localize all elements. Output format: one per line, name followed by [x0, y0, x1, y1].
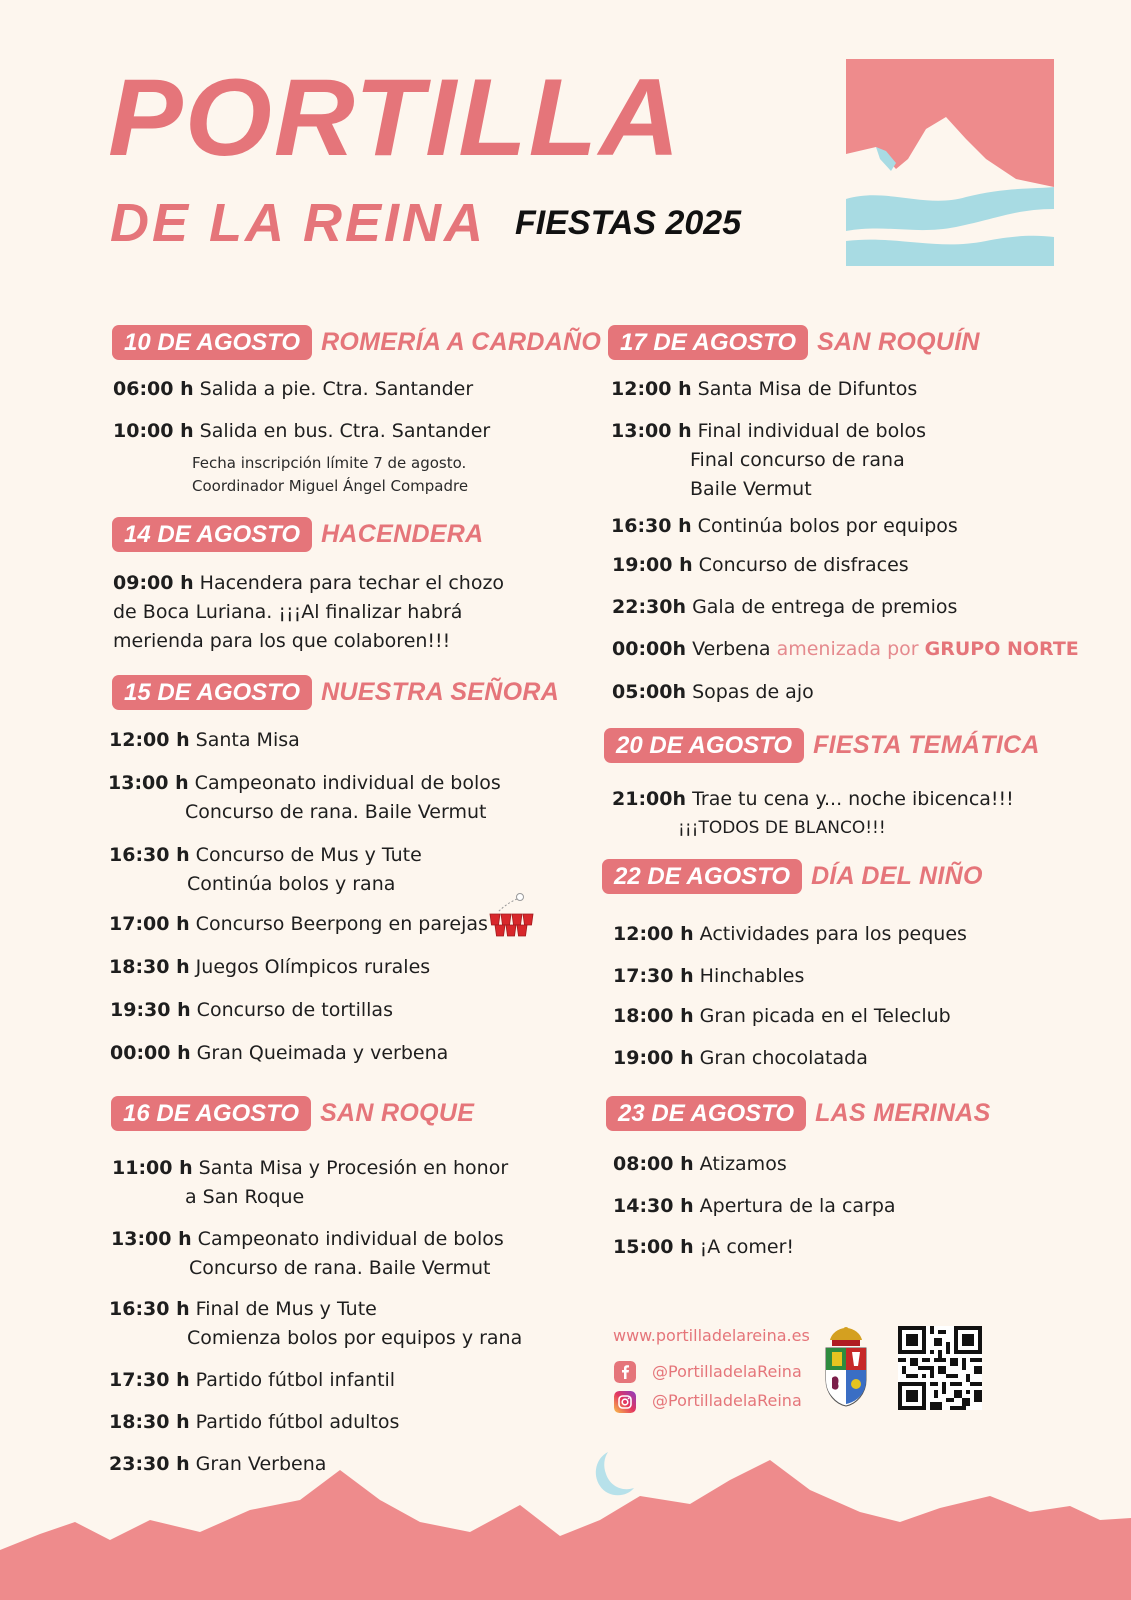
event-desc: Concurso de disfraces: [698, 554, 909, 576]
qr-code[interactable]: [898, 1326, 982, 1410]
event-desc: Campeonato individual de bolos: [194, 772, 501, 794]
event-desc: Gala de entrega de premios: [692, 596, 958, 618]
facebook-handle[interactable]: @PortilladelaReina: [652, 1362, 802, 1381]
event-desc-line: ¡¡¡TODOS DE BLANCO!!!: [678, 818, 886, 838]
event-row: [109, 953, 430, 982]
event-time: 16:30 h: [109, 844, 190, 866]
event-time: 16:30 h: [611, 515, 692, 537]
event-time: 12:00 h: [109, 729, 190, 751]
event-time: 18:30 h: [109, 1411, 190, 1433]
event-desc: Continúa bolos por equipos: [697, 515, 958, 537]
event-row: [612, 551, 909, 580]
event-time: 09:00 h: [113, 572, 194, 594]
event-row: [611, 417, 926, 504]
event-row: [113, 569, 504, 656]
event-row: [108, 769, 501, 827]
event-desc: Concurso de tortillas: [196, 999, 393, 1021]
event-desc: Gran Verbena: [195, 1453, 327, 1475]
event-time: 19:30 h: [110, 999, 191, 1021]
event-time: 13:00 h: [108, 772, 189, 794]
date-badge: 10 DE AGOSTO: [112, 325, 312, 360]
event-time: 14:30 h: [613, 1195, 694, 1217]
event-desc-line: Concurso de rana. Baile Vermut: [185, 801, 487, 823]
event-row: [113, 417, 490, 446]
event-time: 19:00 h: [613, 1047, 694, 1069]
date-badge: 22 DE AGOSTO: [602, 859, 802, 894]
event-time: 11:00 h: [112, 1157, 193, 1179]
section-title: NUESTRA SEÑORA: [321, 677, 560, 706]
section-23-agosto: [606, 1095, 991, 1131]
event-desc: Concurso de Mus y Tute: [195, 844, 422, 866]
event-time: 00:00h: [612, 638, 687, 660]
event-time: 17:30 h: [109, 1369, 190, 1391]
section-20-agosto: [604, 727, 1040, 763]
section-title: SAN ROQUE: [320, 1098, 475, 1127]
event-desc: Gran picada en el Teleclub: [699, 1005, 951, 1027]
date-badge: 15 DE AGOSTO: [112, 675, 312, 710]
event-row: [109, 1295, 522, 1353]
section-17-agosto: [608, 324, 980, 360]
section-22-agosto: [602, 858, 983, 894]
date-badge: 14 DE AGOSTO: [112, 517, 312, 552]
event-time: 10:00 h: [113, 420, 194, 442]
event-row: [613, 1192, 896, 1221]
mountains-illustration: [0, 1460, 1131, 1600]
event-desc-line: Comienza bolos por equipos y rana: [187, 1327, 523, 1349]
event-desc: ¡A comer!: [699, 1236, 795, 1258]
event-time: 19:00 h: [612, 554, 693, 576]
event-desc: Partido fútbol adultos: [195, 1411, 400, 1433]
event-desc: Santa Misa: [195, 729, 300, 751]
town-title: PORTILLA: [108, 56, 682, 179]
event-time: 21:00h: [612, 788, 687, 810]
event-desc-line: Final concurso de rana: [690, 449, 905, 471]
section-14-agosto: [112, 516, 484, 552]
event-time: 06:00 h: [113, 378, 194, 400]
town-subtitle: DE LA REINA: [110, 193, 487, 253]
event-desc: Gran chocolatada: [699, 1047, 868, 1069]
date-badge: 23 DE AGOSTO: [606, 1096, 806, 1131]
event-time: 12:00 h: [613, 923, 694, 945]
event-row: [110, 1039, 448, 1068]
event-time: 15:00 h: [613, 1236, 694, 1258]
beerpong-cups-icon: [486, 892, 534, 940]
event-desc: Atizamos: [699, 1153, 787, 1175]
event-desc: Verbena: [692, 638, 771, 660]
event-desc: Hinchables: [699, 965, 805, 987]
event-desc-line: Baile Vermut: [690, 478, 812, 500]
event-row: [612, 785, 1014, 843]
event-row: [611, 375, 917, 404]
event-row: [111, 1225, 504, 1283]
event-desc-line: Continúa bolos y rana: [187, 873, 396, 895]
event-time: 16:30 h: [109, 1298, 190, 1320]
event-row: [109, 841, 422, 899]
event-desc: Concurso Beerpong en parejas: [195, 913, 488, 935]
event-time: 08:00 h: [613, 1153, 694, 1175]
event-time: 12:00 h: [611, 378, 692, 400]
event-desc: Partido fútbol infantil: [195, 1369, 396, 1391]
event-note: Coordinador Miguel Ángel Compadre: [192, 477, 469, 495]
event-time: 22:30h: [612, 596, 687, 618]
section-10-agosto: [112, 324, 601, 360]
date-badge: 20 DE AGOSTO: [604, 728, 804, 763]
event-desc: Hacendera para techar el chozo: [199, 572, 505, 594]
section-title: DÍA DEL NIÑO: [811, 861, 983, 890]
section-16-agosto: [111, 1095, 474, 1131]
event-time: 18:30 h: [109, 956, 190, 978]
event-title: FIESTAS 2025: [515, 204, 742, 242]
date-badge: 16 DE AGOSTO: [111, 1096, 311, 1131]
event-row: [613, 962, 804, 991]
event-time: 13:00 h: [611, 420, 692, 442]
event-row: [112, 1154, 508, 1212]
section-15-agosto: [112, 674, 559, 710]
event-desc: Final de Mus y Tute: [195, 1298, 377, 1320]
event-note: Fecha inscripción límite 7 de agosto.: [192, 454, 467, 472]
event-time: 18:00 h: [613, 1005, 694, 1027]
section-title: SAN ROQUÍN: [817, 327, 980, 356]
facebook-icon[interactable]: [614, 1361, 636, 1383]
event-row: [109, 1366, 395, 1395]
event-row: [113, 375, 473, 404]
event-desc: Salida a pie. Ctra. Santander: [199, 378, 474, 400]
event-row: [612, 593, 957, 622]
section-title: LAS MERINAS: [815, 1098, 991, 1127]
event-row: [613, 1150, 787, 1179]
event-time: 13:00 h: [111, 1228, 192, 1250]
event-desc: Final individual de bolos: [697, 420, 927, 442]
event-row: [613, 920, 967, 949]
event-row: [612, 678, 814, 707]
event-row: [613, 1002, 951, 1031]
instagram-handle[interactable]: @PortilladelaReina: [652, 1391, 802, 1410]
event-desc: Apertura de la carpa: [699, 1195, 896, 1217]
event-desc-line: Concurso de rana. Baile Vermut: [189, 1257, 491, 1279]
event-row: [109, 1408, 399, 1437]
event-desc: Trae tu cena y... noche ibicenca!!!: [692, 788, 1014, 810]
event-desc: Juegos Olímpicos rurales: [195, 956, 431, 978]
event-time: 23:30 h: [109, 1453, 190, 1475]
website-link[interactable]: www.portilladelareina.es: [613, 1326, 810, 1345]
event-desc: Sopas de ajo: [692, 681, 814, 703]
event-row: [612, 635, 1079, 664]
event-time: 17:00 h: [109, 913, 190, 935]
event-time: 00:00 h: [110, 1042, 191, 1064]
event-desc-accent: amenizada por: [776, 638, 919, 660]
section-title: HACENDERA: [321, 519, 484, 548]
date-badge: 17 DE AGOSTO: [608, 325, 808, 360]
event-row: [109, 726, 300, 755]
event-desc-line: merienda para los que colaboren!!!: [113, 630, 451, 652]
event-row: [110, 996, 393, 1025]
event-time: 05:00h: [612, 681, 687, 703]
event-time: 17:30 h: [613, 965, 694, 987]
event-desc: Santa Misa y Procesión en honor: [198, 1157, 509, 1179]
event-desc: Gran Queimada y verbena: [196, 1042, 449, 1064]
event-desc: Salida en bus. Ctra. Santander: [199, 420, 491, 442]
event-desc: Santa Misa de Difuntos: [697, 378, 918, 400]
event-row: [611, 512, 958, 541]
instagram-icon[interactable]: [614, 1391, 636, 1413]
event-desc-line: a San Roque: [185, 1186, 305, 1208]
coat-of-arms-icon: [822, 1326, 870, 1408]
landscape-illustration: [846, 59, 1054, 266]
section-title: FIESTA TEMÁTICA: [813, 730, 1040, 759]
event-desc-line: de Boca Luriana. ¡¡¡Al finalizar habrá: [113, 601, 463, 623]
event-row: [613, 1044, 868, 1073]
event-desc: Actividades para los peques: [699, 923, 967, 945]
band-name: GRUPO NORTE: [924, 638, 1079, 660]
event-desc: Campeonato individual de bolos: [197, 1228, 504, 1250]
event-row: [613, 1233, 794, 1262]
event-row: [109, 910, 488, 939]
section-title: ROMERÍA A CARDAÑO: [321, 327, 602, 356]
